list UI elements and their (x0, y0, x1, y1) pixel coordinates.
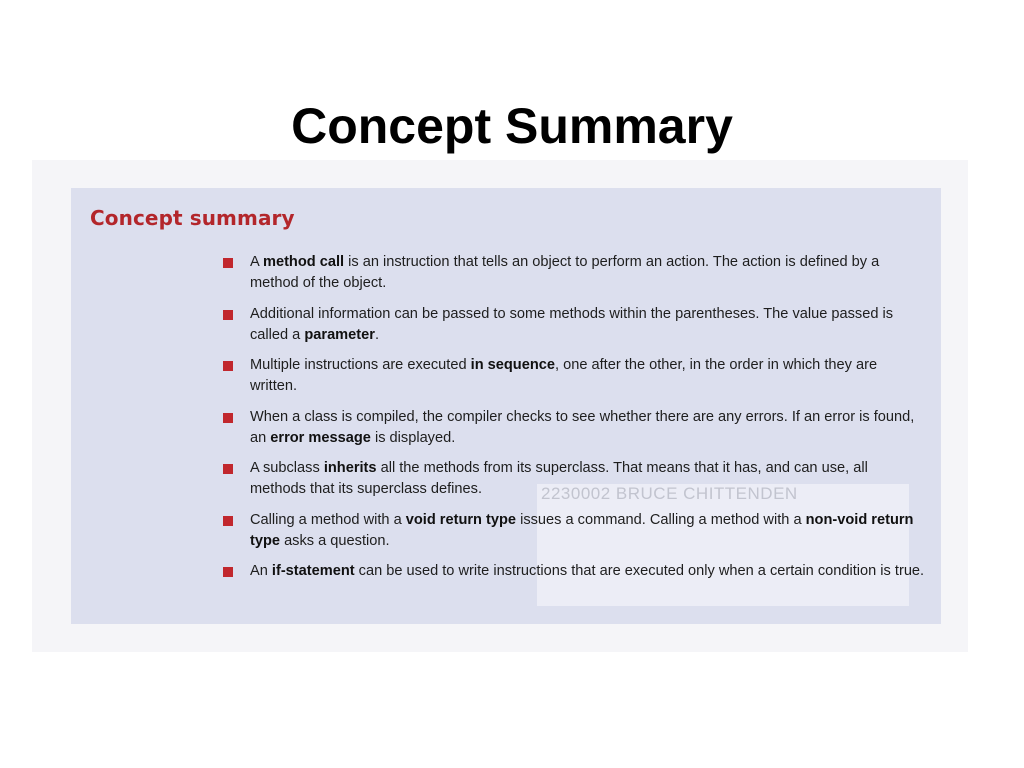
text-segment: is displayed. (370, 429, 456, 446)
list-item (221, 407, 926, 449)
watermark-text: 2230002 BRUCE CHITTENDEN (541, 484, 798, 503)
list-item (221, 510, 926, 552)
slide-title: Concept Summary (291, 97, 733, 154)
bold-term: in sequence (470, 357, 555, 373)
text-segment: When a class is compiled, the compiler checks to see whether there are any errors. If an error is found, an (250, 408, 915, 446)
panel-heading: Concept summary (90, 206, 295, 230)
square-bullet-icon (223, 516, 233, 526)
text-segment: , one after the other, in the order in which they are written. (250, 357, 878, 394)
square-bullet-icon (223, 310, 233, 320)
bold-term: parameter (304, 326, 375, 343)
list-item (221, 561, 926, 582)
list-item (221, 304, 926, 346)
text-segment: Multiple instructions are executed (250, 357, 471, 373)
text-segment: Calling a method with a (250, 511, 406, 528)
concept-summary-panel (71, 188, 941, 624)
bold-term: error message (270, 429, 371, 446)
list-item (221, 252, 926, 294)
text-segment: An (250, 563, 272, 579)
bold-term: void return type (405, 511, 517, 528)
square-bullet-icon (223, 567, 233, 577)
text-segment: Additional information can be passed to some methods within the parentheses. The value passed is called a (250, 305, 894, 343)
bold-term: inherits (323, 460, 377, 476)
text-segment: is an instruction that tells an object to perform an action. The action is defined by a method of the object. (250, 254, 880, 291)
bold-term: if-statement (271, 563, 355, 579)
text-segment: A subclass (250, 460, 324, 476)
text-segment: asks a question. (280, 532, 390, 549)
square-bullet-icon (223, 413, 233, 423)
square-bullet-icon (223, 258, 233, 268)
list-item (221, 458, 926, 500)
list-item (221, 355, 926, 397)
bold-term: method call (262, 254, 345, 270)
text-segment: A (250, 254, 263, 270)
concept-list (221, 252, 926, 592)
square-bullet-icon (223, 361, 233, 371)
square-bullet-icon (223, 464, 233, 474)
text-segment: can be used to write instructions that are executed only when a certain condition is true. (354, 563, 925, 579)
text-segment: . (374, 326, 379, 343)
bold-term: non-void return type (250, 511, 914, 549)
text-segment: all the methods from its superclass. That means that it has, and can use, all methods that its superclass defines. (250, 460, 868, 497)
text-segment: issues a command. Calling a method with a (516, 511, 806, 528)
